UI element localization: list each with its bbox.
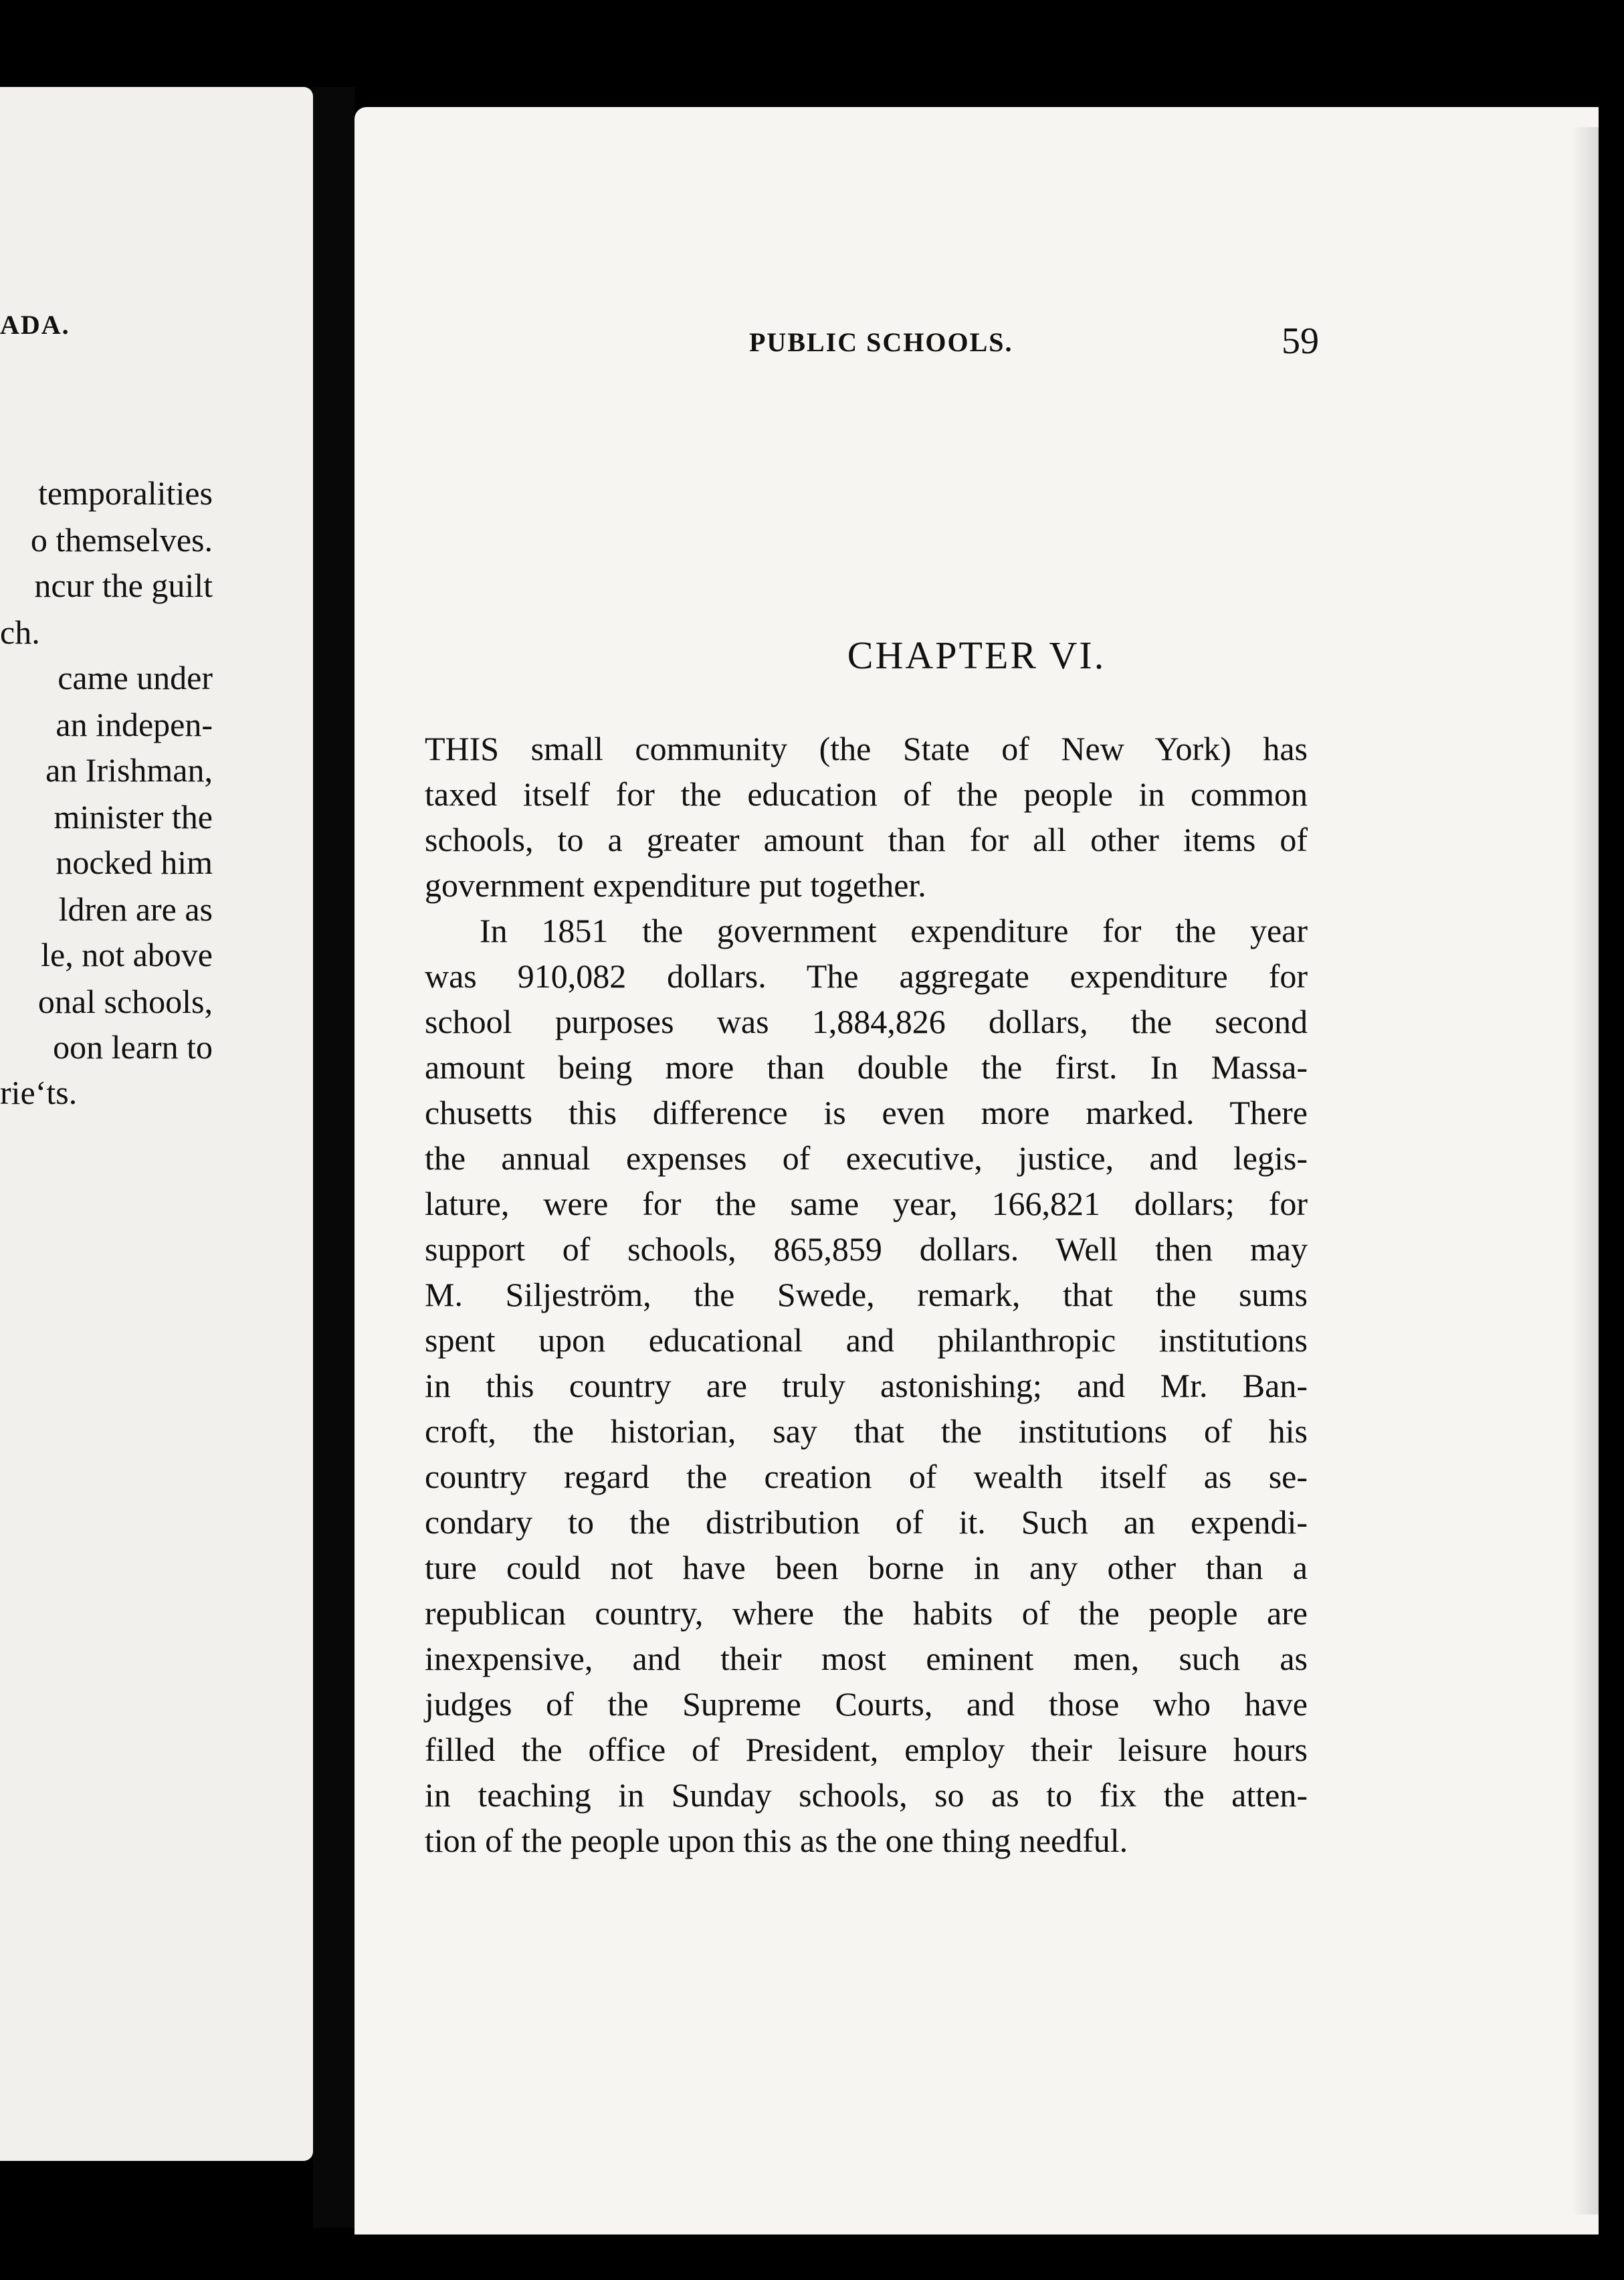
left-page-line: minister the [54,798,213,836]
chapter-title: CHAPTER VI. [847,634,1106,677]
book-spine-gutter [313,87,354,2228]
text-line: In 1851 the government expenditure for the year [480,912,1308,949]
running-head: PUBLIC SCHOOLS. [749,327,1013,357]
left-page-line: an indepen- [56,706,213,743]
page-number: 59 [1282,320,1319,362]
right-page [354,107,1599,2235]
left-page-line: ldren are as [58,890,213,928]
left-page-line: nocked him [56,844,213,881]
text-line: M. Siljeström, the Swede, remark, that the sums [425,1276,1308,1313]
text-line: support of schools, 865,859 dollars. Well then may [425,1230,1308,1268]
left-page-line: temporalities [37,474,213,512]
text-line: taxed itself for the education of the people in common [425,775,1308,813]
left-page [0,87,313,2161]
text-line: chusetts this difference is even more marked. There [425,1094,1308,1131]
body-text [425,726,1308,1863]
text-line: government expenditure put together. [425,866,926,904]
text-line: croft, the historian, say that the institutions of his [425,1412,1308,1450]
text-line: in this country are truly astonishing; and Mr. Ban- [425,1367,1308,1404]
text-line: was 910,082 dollars. The aggregate expenditure for [425,957,1308,995]
text-line: filled the office of President, employ their leisure hours [425,1731,1308,1768]
text-line: amount being more than double the first. In Massa- [425,1048,1308,1086]
text-line: tion of the people upon this as the one thing needful. [425,1822,1128,1859]
text-line: lature, were for the same year, 166,821 dollars; for [425,1185,1308,1222]
text-line: schools, to a greater amount than for all other items of [425,821,1308,858]
text-line: condary to the distribution of it. Such an expendi- [425,1503,1308,1541]
left-page-header: ADA. [0,310,70,340]
text-line: country regard the creation of wealth itself as se- [425,1458,1308,1495]
text-line: inexpensive, and their most eminent men, such as [425,1640,1308,1677]
text-line: ture could not have been borne in any other than a [425,1549,1308,1586]
text-line: school purposes was 1,884,826 dollars, the second [425,1003,1308,1040]
left-page-line: ncur the guilt [34,567,213,604]
left-page-line: an Irishman, [45,751,213,789]
page-edge-shading [1572,127,1599,2214]
text-line: the annual expenses of executive, justice, and legis- [425,1139,1308,1177]
text-line: in teaching in Sunday schools, so as to fix the atten- [425,1776,1308,1814]
left-page-line: o themselves. [30,521,213,559]
text-line: judges of the Supreme Courts, and those who have [425,1685,1308,1723]
left-page-line: onal schools, [37,983,213,1020]
left-page-line: oon learn to [53,1028,213,1066]
text-line: spent upon educational and philanthropic institutions [425,1321,1308,1359]
left-page-line: came under [58,659,213,696]
left-page-line: le, not above [41,936,213,973]
left-page-line: ch. [0,613,40,651]
text-line: THIS small community (the State of New York) has [425,730,1308,767]
text-line: republican country, where the habits of the people are [425,1594,1308,1632]
left-page-line: rie‘ts. [0,1074,78,1111]
